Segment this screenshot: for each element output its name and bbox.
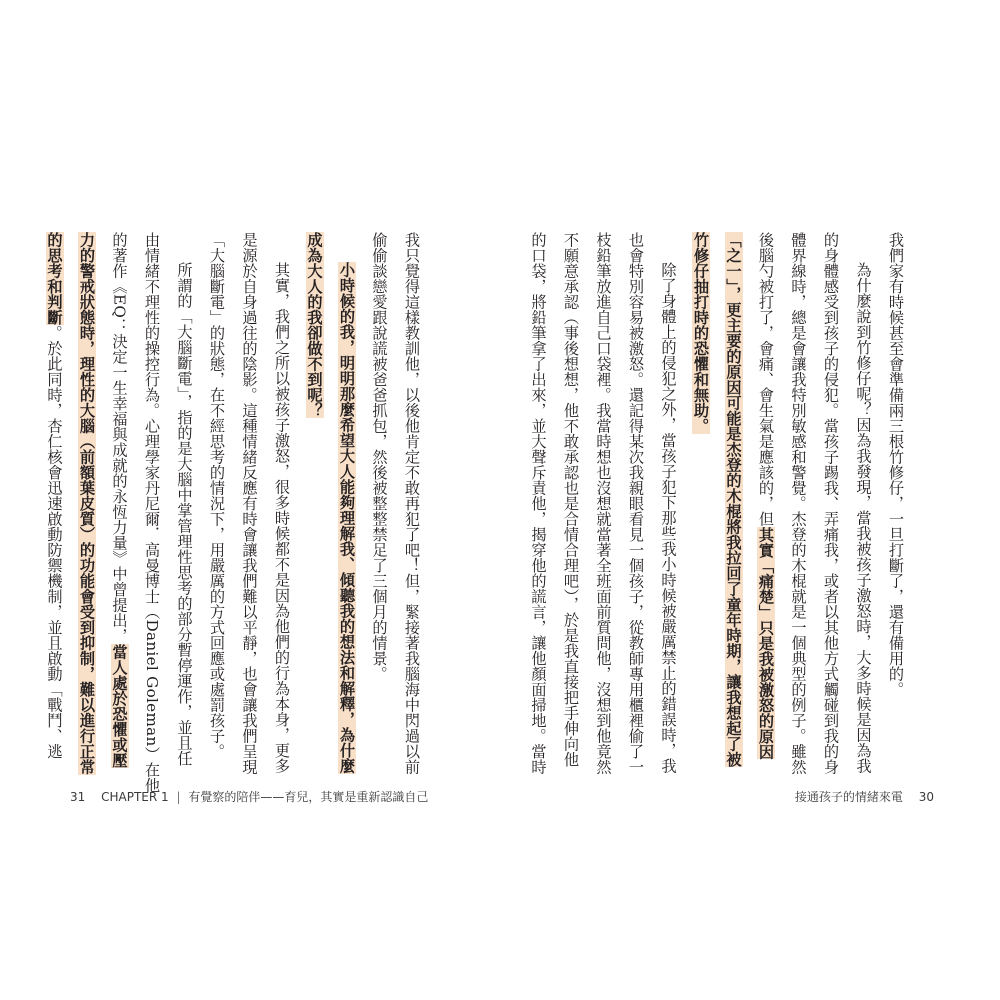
text-line <box>298 232 331 724</box>
text-line <box>620 232 653 775</box>
text-line <box>396 232 429 775</box>
text-line <box>331 232 364 774</box>
text-run: 體界線時，總是會讓我特別敏感和警覺。杰登的木棍就是一個典型的例子。雖然 <box>789 232 808 775</box>
highlighted-text: 成為大人的我卻做不到呢？ <box>305 232 324 418</box>
chapter-title: 有覺察的陪伴——育兒，其實是重新認識自己 <box>188 790 429 804</box>
text-run: 枝鉛筆放進自己口袋裡。我當時想也沒想就當著全班面前質問他，沒想到他竟然 <box>594 232 613 775</box>
text-line <box>750 232 783 759</box>
text-run: 是源於自身過往的陰影。這種情緒反應有時會讓我們難以平靜，也會讓我們呈現 <box>240 232 259 775</box>
text-run: 由情緒不理性的操控行為。心理學家丹尼爾．高曼博士（Daniel Goleman）在他 <box>143 232 161 794</box>
page-number: 31 <box>70 790 86 804</box>
page-footer <box>795 788 934 805</box>
highlighted-text: 「之一」，更主要的原因可能是杰登的木棍將我拉回了童年時期，讓我想起了被 <box>724 232 743 767</box>
text-line <box>815 232 848 775</box>
text-line <box>880 232 913 724</box>
text-run: 我們家有時候甚至會準備兩三根竹修仔，一旦打斷了，還有備用的。 <box>887 232 905 697</box>
highlighted-text: 當人處於恐懼或壓 <box>110 643 129 768</box>
text-line <box>847 232 880 774</box>
text-run: 其實，我們之所以被孩子激怒，很多時候都不是因為他們的行為本身，更多 <box>273 262 291 774</box>
text-run: 所謂的「大腦斷電」，指的是大腦中掌管理性思考的部分暫停運作，並且任 <box>175 262 194 767</box>
highlighted-text: 其實「痛楚」只是我被激怒的原因 <box>757 526 775 759</box>
text-run: 也會特別容易被激怒。還記得某次我親眼看見一個孩子，從教師專用櫃裡偷了一 <box>627 232 645 775</box>
footer-separator: | <box>176 790 181 804</box>
text-line <box>587 232 620 775</box>
text-run: 。於此同時，杏仁核會迅速啟動防禦機制，並且啟動「戰鬥、逃 <box>45 325 64 759</box>
text-run: 「大腦斷電」的狀態，在不經思考的情況下，用嚴厲的方式回應或處罰孩子。 <box>208 232 226 759</box>
highlighted-text: 小時候的我，明明那麼希望大人能夠理解我、傾聽我的想法和解釋，為什麼 <box>338 262 356 774</box>
text-line <box>782 232 815 775</box>
text-line <box>685 232 718 724</box>
text-line <box>652 232 685 774</box>
text-run: 的口袋，將鉛筆拿了出來，並大聲斥責他，揭穿他的謊言，讓他顏面掃地。當時 <box>529 232 548 775</box>
text-line <box>363 232 396 724</box>
text-run: 偷偷談戀愛跟說謊被爸爸抓包，然後被整整禁足了三個月的情景。 <box>370 232 389 682</box>
text-line <box>71 232 104 775</box>
highlighted-text: 的思考和判斷 <box>45 232 64 325</box>
text-line <box>717 232 750 767</box>
text-line <box>168 232 201 767</box>
body-text <box>45 232 428 794</box>
right-page <box>500 0 1000 1000</box>
text-run: 的著作《EQ：決定一生幸福與成就的永恆力量》中曾提出， <box>110 232 129 644</box>
chapter-label: CHAPTER 1 <box>101 790 169 804</box>
page-footer <box>70 788 428 805</box>
text-line <box>38 232 71 759</box>
text-line <box>103 232 136 768</box>
text-run: 後腦勺被打了，會痛、會生氣是應該的，但 <box>757 232 775 527</box>
text-line <box>266 232 299 774</box>
body-text <box>529 232 912 775</box>
text-line <box>233 232 266 775</box>
text-line <box>136 232 169 794</box>
text-line <box>522 232 555 775</box>
text-run: 的身體感受到孩子的侵犯。當孩子踢我、弄痛我，或者以其他方式觸碰到我的身 <box>822 232 840 775</box>
text-run: 我只覺得這樣教訓他，以後他肯定不敢再犯了吧！但，緊接著我腦海中閃過以前 <box>403 232 421 775</box>
text-run: 不願意承認（事後想想，他不敢承認也是合情合理吧），於是我直接把手伸向他 <box>562 232 580 767</box>
book-title: 接通孩子的情緒來電 <box>794 790 903 804</box>
highlighted-text: 力的警戒狀態時，理性的大腦（前額葉皮質）的功能會受到抑制，難以進行正常 <box>78 232 96 775</box>
page-number: 30 <box>918 790 934 804</box>
highlighted-text: 竹修仔抽打時的恐懼和無助。 <box>692 232 710 434</box>
text-line <box>555 232 588 767</box>
text-line <box>201 232 234 759</box>
text-run: 為什麼說到竹修仔呢？因為我發現，當我被孩子激怒時，大多時候是因為我 <box>854 262 873 774</box>
text-run: 除了身體上的侵犯之外，當孩子犯下那些我小時候被嚴厲禁止的錯誤時，我 <box>659 262 678 774</box>
